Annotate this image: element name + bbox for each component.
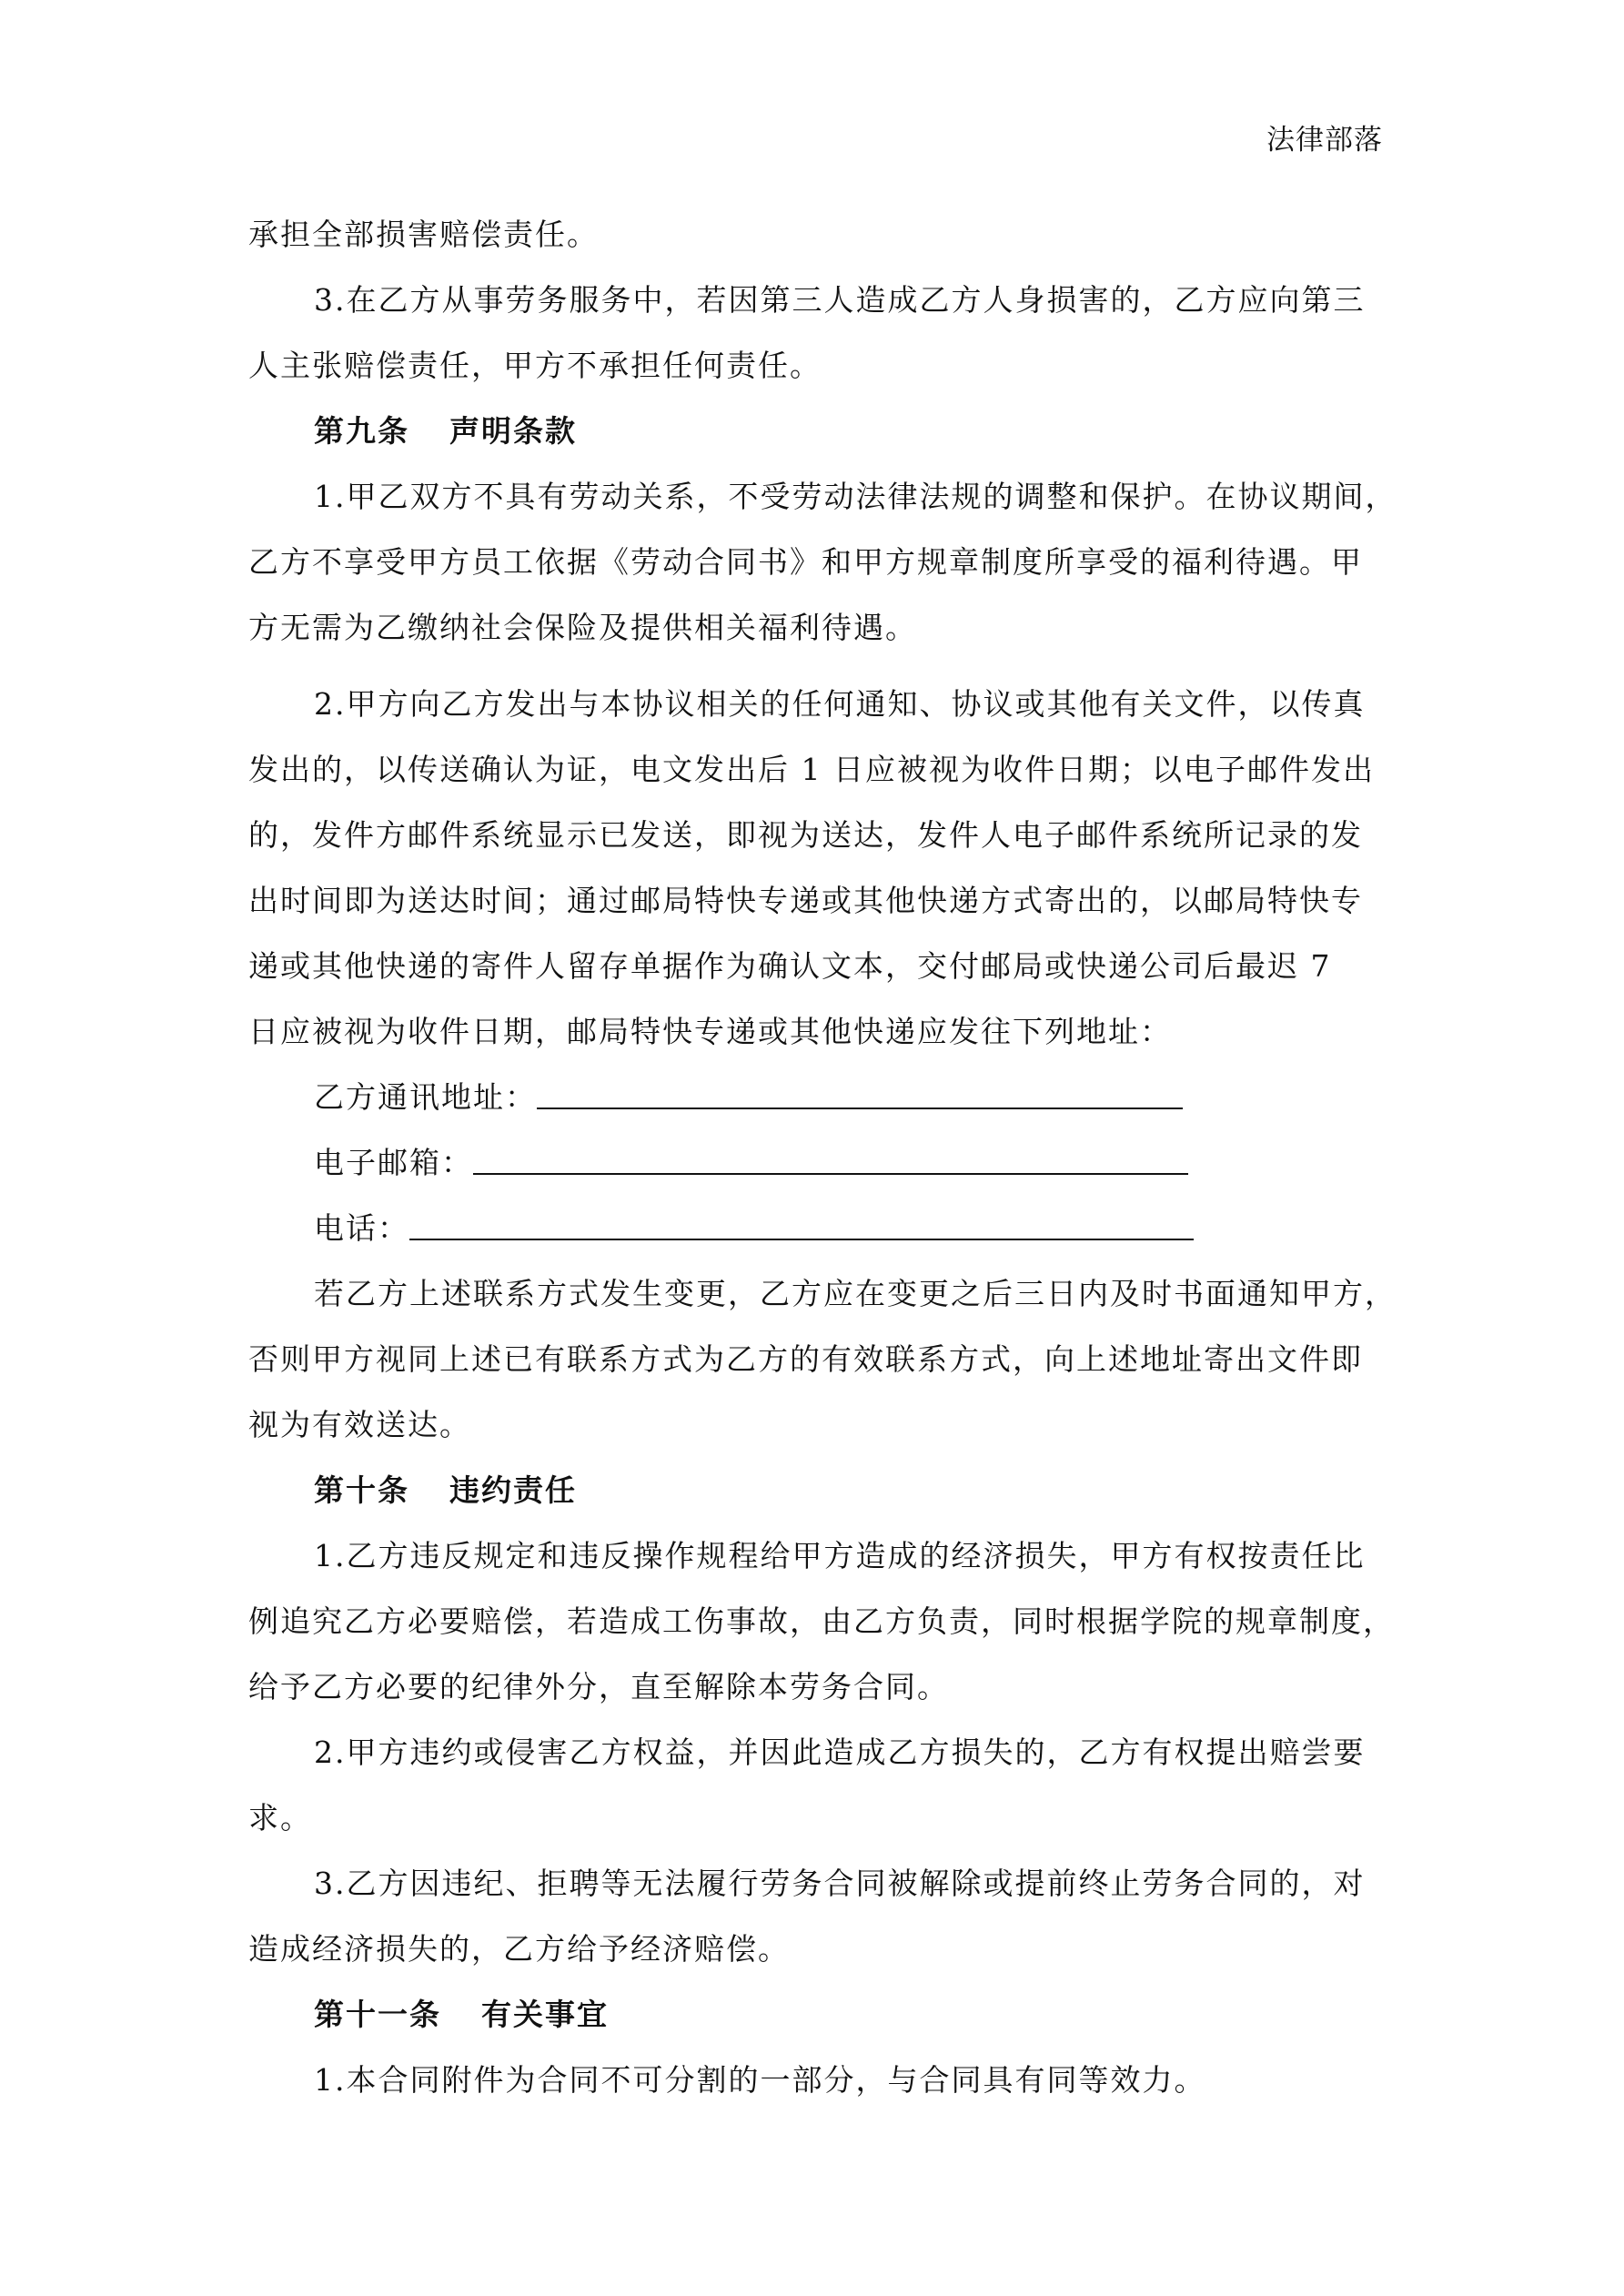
paragraph-line: 例追究乙方必要赔偿，若造成工伤事故，由乙方负责，同时根据学院的规章制度， — [248, 1603, 1395, 1639]
paragraph-line: 1.乙方违反规定和违反操作规程给甲方造成的经济损失，甲方有权按责任比 — [314, 1538, 1366, 1573]
paragraph-line: 方无需为乙缴纳社会保险及提供相关福利待遇。 — [248, 610, 917, 645]
article-number: 第九条 — [314, 413, 409, 449]
paragraph-line: 2.甲方违约或侵害乙方权益，并因此造成乙方损失的，乙方有权提出赔尝要 — [314, 1735, 1366, 1770]
paragraph-line: 视为有效送达。 — [248, 1407, 471, 1442]
phone-blank-line[interactable] — [409, 1238, 1194, 1240]
paragraph-line: 发出的，以传送确认为证，电文发出后 1 日应被视为收件日期；以电子邮件发出 — [248, 752, 1375, 787]
paragraph-line: 1.本合同附件为合同不可分割的一部分，与合同具有同等效力。 — [314, 2062, 1206, 2098]
document-body — [248, 202, 1397, 2113]
paragraph-line: 出时间即为送达时间；通过邮局特快专递或其他快递方式寄出的，以邮局特快专 — [248, 883, 1363, 918]
paragraph-line: 给予乙方必要的纪律外分，直至解除本劳务合同。 — [248, 1669, 949, 1704]
article-10-heading — [248, 1458, 1386, 1523]
article-11-heading — [248, 1982, 1386, 2048]
paragraph-line: 日应被视为收件日期，邮局特快专递或其他快递应发往下列地址： — [248, 1014, 1172, 1049]
paragraph-line: 乙方不享受甲方员工依据《劳动合同书》和甲方规章制度所享受的福利待遇。甲 — [248, 544, 1363, 580]
header-watermark-text: 法律部落 — [1266, 124, 1383, 157]
phone-label: 电话： — [314, 1210, 409, 1246]
email-blank-line[interactable] — [473, 1172, 1188, 1175]
email-label: 电子邮箱： — [314, 1145, 473, 1180]
paragraph-line: 若乙方上述联系方式发生变更，乙方应在变更之后三日内及时书面通知甲方， — [314, 1276, 1397, 1311]
address-label: 乙方通讯地址： — [314, 1079, 537, 1115]
article-title: 有关事宜 — [481, 1997, 609, 2032]
paragraph-line: 3.在乙方从事劳务服务中，若因第三人造成乙方人身损害的，乙方应向第三 — [314, 282, 1366, 318]
paragraph-line: 否则甲方视同上述已有联系方式为乙方的有效联系方式，向上述地址寄出文件即 — [248, 1341, 1363, 1377]
article-9-heading — [248, 399, 1386, 464]
paragraph-line: 人主张赔偿责任，甲方不承担任何责任。 — [248, 348, 822, 383]
paragraph-line: 2.甲方向乙方发出与本协议相关的任何通知、协议或其他有关文件，以传真 — [314, 686, 1366, 722]
article-number: 第十一条 — [314, 1997, 441, 2032]
paragraph-line: 3.乙方因违纪、拒聘等无法履行劳务合同被解除或提前终止劳务合同的，对 — [314, 1866, 1366, 1901]
article-number: 第十条 — [314, 1472, 409, 1508]
article-title: 声明条款 — [449, 413, 577, 449]
paragraph-line: 递或其他快递的寄件人留存单据作为确认文本，交付邮局或快递公司后最迟 7 — [248, 948, 1332, 984]
paragraph-line: 承担全部损害赔偿责任。 — [248, 217, 599, 252]
address-field — [248, 1065, 1386, 1130]
email-field — [248, 1130, 1386, 1196]
paragraph-line: 求。 — [248, 1800, 312, 1836]
paragraph-line: 1.甲乙双方不具有劳动关系，不受劳动法律法规的调整和保护。在协议期间， — [314, 479, 1397, 514]
paragraph-line: 造成经济损失的，乙方给予经济赔偿。 — [248, 1931, 790, 1967]
phone-field — [248, 1196, 1386, 1261]
paragraph-line: 的，发件方邮件系统显示已发送，即视为送达，发件人电子邮件系统所记录的发 — [248, 817, 1363, 853]
address-blank-line[interactable] — [537, 1107, 1183, 1109]
article-title: 违约责任 — [449, 1472, 577, 1508]
